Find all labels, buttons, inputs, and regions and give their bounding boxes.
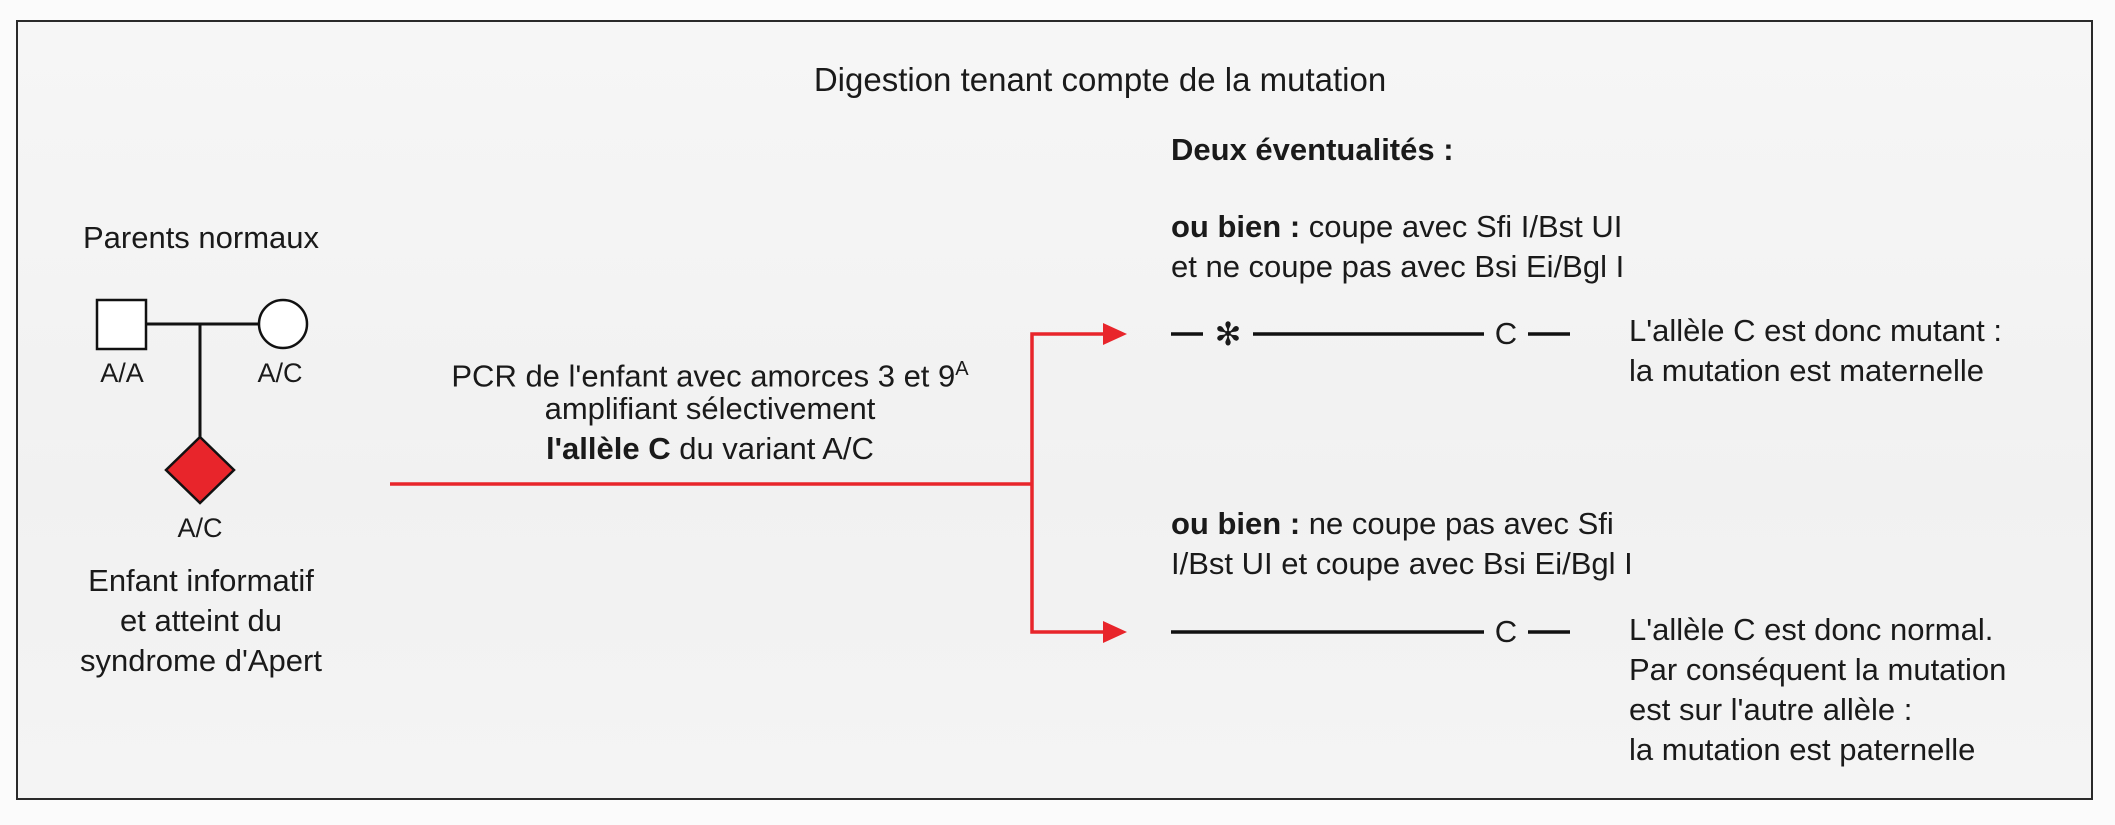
outcome2-result-line1: L'allèle C est donc normal.: [1629, 612, 1994, 647]
outcome1-condition-line1: [1171, 207, 1622, 247]
outcome2-condition-line1: [1171, 504, 1614, 544]
affected-child-diamond: [166, 437, 234, 503]
pcr-allele-bold: l'allèle C: [546, 431, 671, 466]
diagram-title: Digestion tenant compte de la mutation: [813, 61, 1387, 98]
outcome1-result-line1: L'allèle C est donc mutant :: [1629, 313, 2002, 348]
child-label-line3: syndrome d'Apert: [80, 643, 322, 678]
outcome2-text1: ne coupe pas avec Sfi: [1300, 506, 1614, 541]
allele1-label: C: [1494, 316, 1518, 351]
parents-label: Parents normaux: [82, 220, 320, 255]
father-square: [97, 300, 146, 349]
pcr-line1-text: PCR de l'enfant avec amorces 3 et 9: [451, 358, 956, 394]
pcr-text-line2: amplifiant sélectivement: [544, 391, 876, 426]
child-label-line2: et atteint du: [119, 603, 282, 638]
child-genotype: A/C: [177, 513, 223, 543]
mother-genotype: A/C: [257, 358, 303, 388]
outcome2-result-line2: Par conséquent la mutation: [1629, 652, 2007, 687]
outcome1-condition-line2: et ne coupe pas avec Bsi Ei/Bgl I: [1171, 249, 1625, 284]
outcome1-text1: coupe avec Sfi I/Bst UI: [1300, 209, 1623, 244]
outcome2-result-line3: est sur l'autre allèle :: [1629, 692, 1913, 727]
pcr-line3-rest: du variant A/C: [670, 431, 874, 466]
branch-down-line: [1032, 484, 1103, 632]
pcr-text-line3: [380, 429, 1040, 469]
arrowhead-up: [1103, 323, 1127, 345]
outcome2-condition-line2: I/Bst UI et coupe avec Bsi Ei/Bgl I: [1171, 546, 1633, 581]
outcome2-result-line4: la mutation est paternelle: [1629, 732, 1976, 767]
mother-circle: [259, 300, 307, 348]
arrowhead-down: [1103, 621, 1127, 643]
outcomes-heading: [1171, 130, 1454, 170]
outcomes-heading-text: Deux éventualités :: [1171, 132, 1454, 167]
outcome1-result-line2: la mutation est maternelle: [1629, 353, 1984, 388]
mutation-marker: ✻: [1214, 316, 1242, 352]
pcr-line1-superscript: A: [955, 358, 969, 380]
branch-up-line: [1032, 334, 1103, 484]
father-genotype: A/A: [100, 358, 144, 388]
child-label-line1: Enfant informatif: [88, 563, 314, 598]
outcome1-prefix: ou bien :: [1171, 209, 1301, 244]
allele2-label: C: [1494, 614, 1518, 649]
outcome2-prefix: ou bien :: [1171, 506, 1301, 541]
